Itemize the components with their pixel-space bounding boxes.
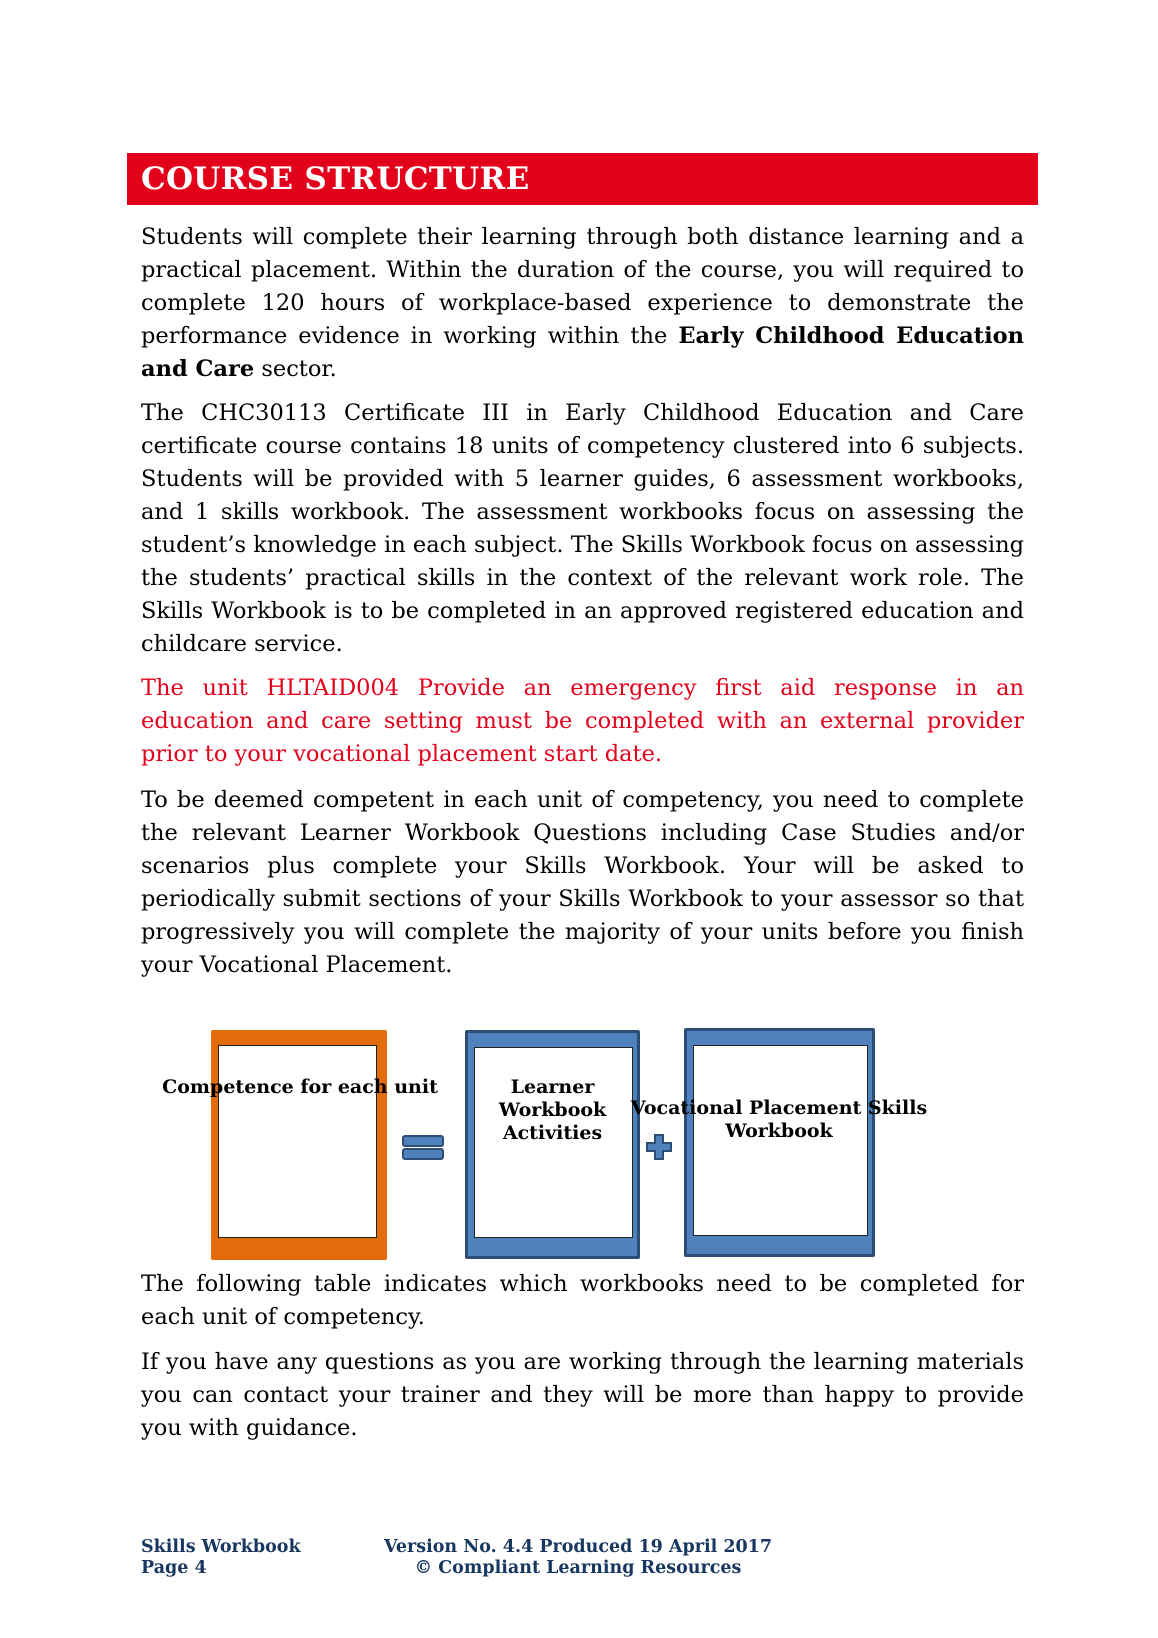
footer-left — [141, 1537, 301, 1579]
footer-copyright: © Compliant Learning Resources — [414, 1558, 742, 1578]
footer-doc-name: Skills Workbook — [141, 1537, 301, 1557]
paragraph-first-aid-notice: The unit HLTAID004 Provide an emergency first aid response in an education and care setting must be completed with an external provider prior to your vocational placement start date. — [141, 675, 1024, 767]
learner-workbook-label: Learner Workbook Activities — [498, 1076, 607, 1144]
p1-text: Students will complete their learning through both distance learning and a practical placement. Within the duration of the course, you will required to complete 120 hours of workplace-based experience to demonstrate the performance evidence in working within the — [141, 224, 1024, 349]
competence-box — [211, 1030, 387, 1260]
paragraph-table-intro: The following table indicates which workbooks need to be completed for each unit of competency. — [141, 1271, 1024, 1330]
paragraph-competency-requirements: To be deemed competent in each unit of competency, you need to complete the relevant Learner Workbook Questions including Case Studies and/or scenarios plus complete your Skills Workbook. Your will be asked to periodically submit sections of your Skills Workbook to your assessor so that progressively you will complete the majority of your units before you finish your Vocational Placement. — [141, 787, 1024, 978]
footer-page-number: Page 4 — [141, 1558, 207, 1578]
section-title: COURSE STRUCTURE — [141, 161, 530, 197]
competence-label: Competence for each unit — [162, 1076, 438, 1098]
equals-icon — [402, 1134, 444, 1162]
paragraph-contact-trainer: If you have any questions as you are working through the learning materials you can contact your trainer and they will be more than happy to provide you with guidance. — [141, 1349, 1024, 1441]
paragraph-certificate-info: The CHC30113 Certificate III in Early Childhood Education and Care certificate course contains 18 units of competency clustered into 6 subjects. Students will be provided with 5 learner guides, 6 assessment workbooks, and 1 skills workbook. The assessment workbooks focus on assessing the student’s knowledge in each subject. The Skills Workbook focus on assessing the students’ practical skills in the context of the relevant work role. The Skills Workbook is to be completed in an approved registered education and childcare service. — [141, 400, 1024, 657]
section-banner — [127, 153, 1038, 205]
footer-version: Version No. 4.4 Produced 19 April 2017 — [383, 1537, 773, 1557]
paragraph-course-overview — [141, 221, 1024, 386]
p1-bold-sector: Early Childhood Education and Care — [141, 323, 1024, 382]
p1-tail: sector. — [261, 356, 337, 382]
footer-center — [378, 1537, 778, 1579]
skills-workbook-label: Vocational Placement Skills Workbook — [630, 1097, 928, 1142]
